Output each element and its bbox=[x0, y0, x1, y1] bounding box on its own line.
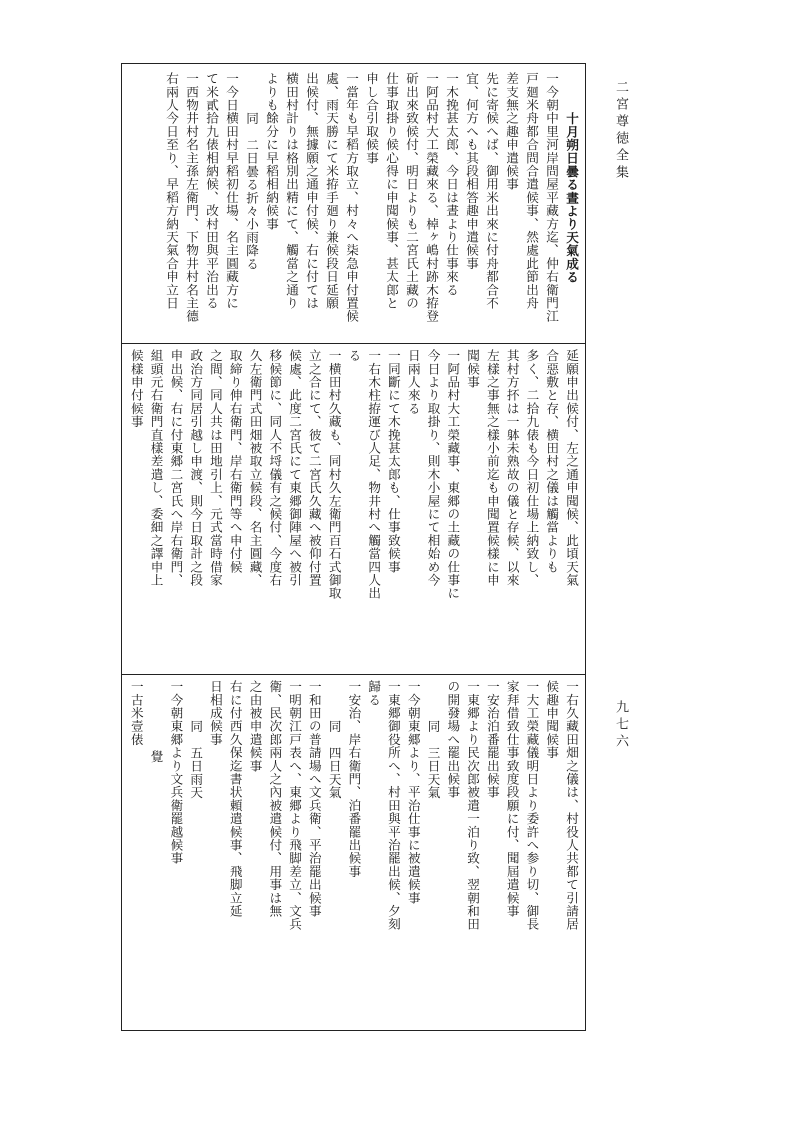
text-column: て米貳拾九俵相納候、改村田與平治出る bbox=[204, 72, 219, 310]
text-column: 家拜借致仕事致度段願に付、聞屆遣候事 bbox=[504, 680, 520, 918]
text-column: 候樣申付候事 bbox=[128, 349, 144, 429]
text-column: る bbox=[346, 349, 362, 363]
text-column: 聞候事 bbox=[465, 349, 481, 389]
text-column: 一東郷御役所へ、村田與平治罷出候、夕刻 bbox=[385, 680, 401, 931]
text-column: 日兩人來る bbox=[405, 349, 421, 415]
text-column: 一明朝江戸表へ、東郷より飛脚差立、文兵 bbox=[287, 680, 303, 931]
text-column: 處、雨天勝にて米拵手廻り兼候段日延願 bbox=[324, 72, 339, 310]
text-column: 取締り伸右衛門、岸右衛門等へ申付候 bbox=[227, 349, 243, 574]
text-column: 申出候、右に付東郷二宮氏へ岸右衛門、 bbox=[168, 349, 184, 587]
text-column: 仕事取掛り候心得に申聞候事、甚太郎と bbox=[384, 72, 399, 310]
text-column: 一阿品村大工榮藏來る、棹ヶ嶋村跡木拵登 bbox=[424, 72, 439, 323]
text-column: 歸る bbox=[366, 680, 382, 707]
text-column: 十月朔日曇る晝より天氣成る bbox=[564, 112, 579, 284]
text-column: 久左衛門式田畑被取立候段、名主圓藏、 bbox=[247, 349, 263, 587]
text-column: 合惡敷と存、横田村之儀は觸當よりも bbox=[544, 349, 560, 574]
text-column: 横田村計りは格別出精にて、觸當之通り bbox=[284, 72, 299, 310]
page-number: 九七六 bbox=[613, 700, 628, 751]
text-column: 之間、同人共は田地引上、元式當時借家 bbox=[207, 349, 223, 587]
text-column: 一今朝東郷より文兵衛罷越候事 bbox=[168, 680, 184, 865]
text-column: 一東郷より民次郎被遣一泊り致、翌朝和田 bbox=[465, 680, 481, 931]
section-3 bbox=[126, 680, 581, 1025]
text-column: 立之合にて、彼て二宮氏久藏へ被仰付置 bbox=[306, 349, 322, 587]
text-column: 一今日横田村早稻初仕場、名主圓藏方に bbox=[224, 72, 239, 310]
text-column: 一木挽甚太郎、今日は晝より仕事來る bbox=[444, 72, 459, 297]
text-column: 戸廻米舟都合問合遣候事、然處此節出舟 bbox=[524, 72, 539, 310]
text-column: 組頭元右衛門直樣差遣し、委細之譯申上 bbox=[148, 349, 164, 587]
text-column: 一阿品村大工榮藏事、東郷の土藏の仕事に bbox=[445, 349, 461, 600]
text-column: 一右木柱拵運び人足、物井村へ觸當四人出 bbox=[366, 349, 382, 600]
text-column: 同 二日曇る折々小雨降る bbox=[244, 112, 259, 271]
text-column: 一古米壹俵 bbox=[128, 680, 144, 746]
text-column: 今日より取掛り、則木小屋にて相始め今 bbox=[425, 349, 441, 587]
section-divider-1 bbox=[121, 343, 586, 344]
text-column: 一今朝中里河岸問屋平藏方迄、仲右衛門江 bbox=[544, 72, 559, 323]
text-column: 左樣之事無之樣小前迄も申聞置候樣に申 bbox=[484, 349, 500, 587]
text-column: 衛、民次郎兩人之內被遣候付、用事は無 bbox=[267, 680, 283, 918]
text-column: 多く、二拾九俵も今日初仕場上納致し、 bbox=[524, 349, 540, 587]
text-column: 候趣申聞候事 bbox=[544, 680, 560, 760]
running-header: 二宮尊徳全集 bbox=[613, 80, 628, 182]
text-column: 一安治泊番罷出候事 bbox=[484, 680, 500, 799]
text-column: 一西物井村名主孫左衛門、下物井村名主德 bbox=[184, 72, 199, 323]
text-column: 候處、此度二宮氏にて東郷御陣屋へ被引 bbox=[287, 349, 303, 587]
text-column: 一和田の普請場へ文兵衛、平治罷出候事 bbox=[306, 680, 322, 918]
text-column: 同 五日雨天 bbox=[188, 720, 204, 800]
text-column: 覺 bbox=[148, 750, 164, 764]
text-column: 斫出來致候付、明日よりも二宮氏土藏の bbox=[404, 72, 419, 310]
text-column: 日相成候事 bbox=[207, 680, 223, 746]
text-column: 一大工榮藏儀明日より委許へ参り切、御長 bbox=[524, 680, 540, 931]
text-column: 先に寄候へば、御用米出來に付舟都合不 bbox=[484, 72, 499, 310]
text-column: の開發場へ罷出候事 bbox=[445, 680, 461, 799]
text-column: 同 三日天氣 bbox=[425, 720, 441, 800]
text-column: 右兩人今日至り、早稻方納天氣合申立日 bbox=[164, 72, 179, 310]
text-column: 一今朝東郷より、平治仕事に被遣候事 bbox=[405, 680, 421, 905]
text-column: 差支無之趣申遣候事 bbox=[504, 72, 519, 191]
text-column: 宜、何方へも其段相答趣申遣候事 bbox=[464, 72, 479, 270]
text-column: 一横田村久藏も、同村久左衛門百石式御取 bbox=[326, 349, 342, 600]
text-column: 一同斷にて木挽甚太郎も、仕事致候事 bbox=[385, 349, 401, 574]
text-column: 其村方抔は一躰未熟故の儀と存候、以來 bbox=[504, 349, 520, 587]
text-column: 一當年も早稻方取立、村々へ柒急申付置候 bbox=[344, 72, 359, 323]
text-column: 一右久藏田畑之儀は、村役人共都て引請居 bbox=[564, 680, 579, 931]
text-column: 同 四日天氣 bbox=[326, 720, 342, 800]
text-column: 之由被申遣候事 bbox=[247, 680, 263, 773]
section-1 bbox=[126, 72, 581, 340]
text-column: よりも餘分に早稻相納候事 bbox=[264, 72, 279, 231]
text-column: 移候節に、同人不埒儀有之候付、今度右 bbox=[267, 349, 283, 587]
section-divider-2 bbox=[121, 674, 586, 675]
text-column: 出候付、無據願之通申付候、右に付ては bbox=[304, 72, 319, 310]
section-2 bbox=[126, 349, 581, 669]
text-column: 一安治、岸右衛門、泊番罷出候事 bbox=[346, 680, 362, 878]
text-column: 申し合引取候事 bbox=[364, 72, 379, 165]
text-column: 政治方同居引越し申渡、則今日取計之段 bbox=[188, 349, 204, 587]
text-column: 延願申出候付、左之通申聞候、此頃天氣 bbox=[564, 349, 579, 587]
text-column: 右に付西久保迄書状頼遣候事、飛脚立延 bbox=[227, 680, 243, 918]
